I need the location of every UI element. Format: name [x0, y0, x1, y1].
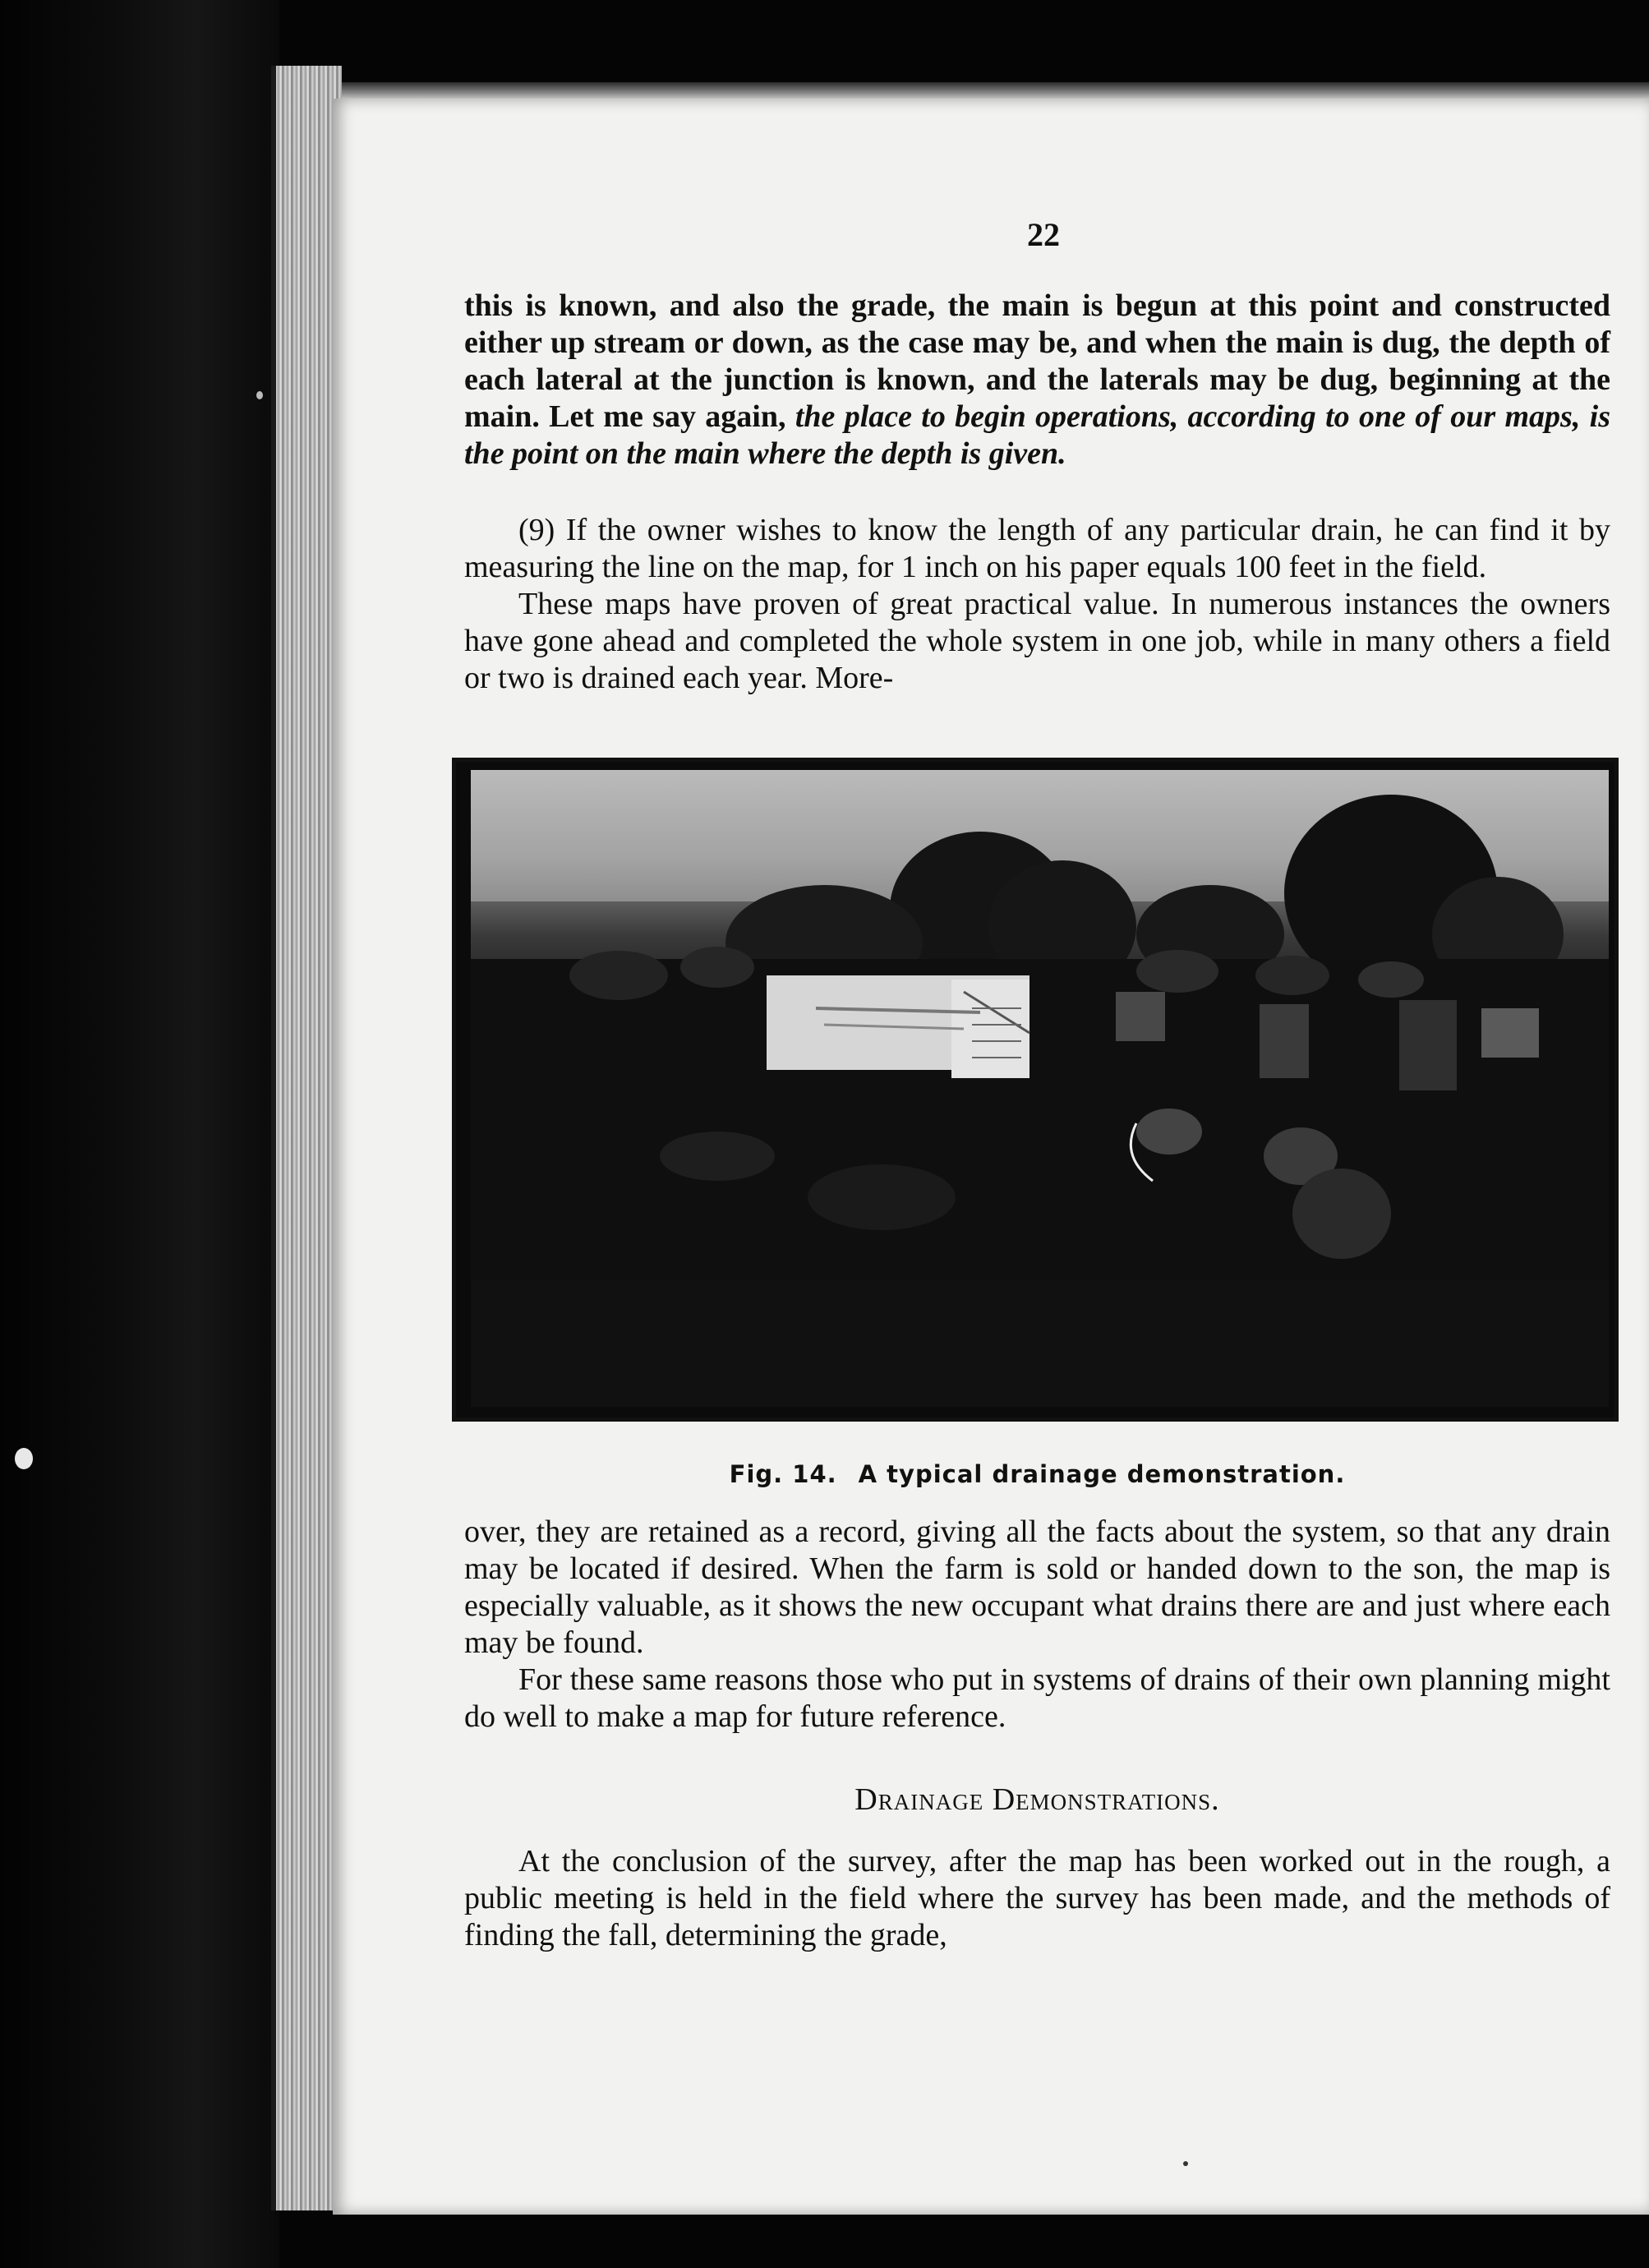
figure-caption	[464, 1460, 1610, 1488]
drainage-demonstration-photo	[471, 770, 1609, 1407]
figure-caption-text: A typical drainage demonstration.	[858, 1460, 1346, 1488]
scan-speck	[1183, 2161, 1188, 2166]
paragraph-own-planning: For these same reasons those who put in systems of drains of their own planning might do well to make a map for future reference.	[464, 1662, 1610, 1734]
figure-photo-frame	[452, 758, 1619, 1422]
page-edges	[271, 66, 342, 2210]
emphasis-text: the place to begin operations, according to one of our maps, is the point on the main where the depth is given.	[464, 399, 1610, 471]
paragraph-intro: At the conclusion of the survey, after the map has been worked out in the rough, a public meeting is held in the field where the survey has been made, and the methods of finding the fall, determining the grade,	[464, 1844, 1610, 1952]
paragraph-text: this is known, and also the grade, the main is begun at this point and constructed either up stream or down, as the case may be, and when the main is dug, the depth of each lateral at the junction is known, and the laterals may be dug, beginning at the main. Let me say again,	[464, 288, 1610, 434]
scan-speck	[256, 391, 263, 399]
paragraph-group-bottom	[464, 1514, 1610, 1736]
photo-scene	[471, 770, 1609, 1407]
paragraph-record: over, they are retained as a record, giving all the facts about the system, so that any drain may be located if desired. When the farm is sold or handed down to the son, the map is especially valuable, as it shows the new occupant what drains there are and just where each may be found.	[464, 1514, 1610, 1660]
paragraph-group-top	[464, 512, 1610, 697]
page-number: 22	[1027, 216, 1060, 253]
book-spine	[0, 0, 279, 2268]
figure-label: Fig. 14.	[729, 1460, 837, 1488]
page-top-edge	[325, 82, 1649, 100]
paragraph-item-9: (9) If the owner wishes to know the length of any particular drain, he can find it by measuring the line on the map, for 1 inch on his paper equals 100 feet in the field.	[464, 513, 1610, 584]
paragraph-maps-value: These maps have proven of great practical value. In numerous instances the owners have gone ahead and completed the whole system in one job, while in many others a field or two is drained each year. More-	[464, 587, 1610, 695]
scan-speck	[15, 1448, 33, 1469]
paragraph-continuation	[464, 288, 1610, 472]
section-heading: Drainage Demonstrations.	[854, 1782, 1220, 1817]
paragraph-section-intro	[464, 1843, 1610, 1954]
